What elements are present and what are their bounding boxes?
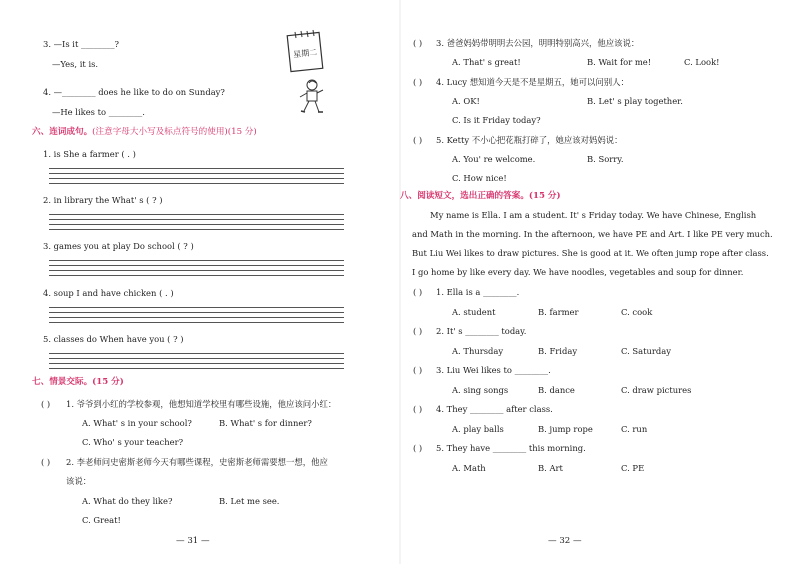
- dialog-q2-option-a: A. What do they like?: [82, 496, 173, 506]
- reorder-q5: 5. classes do When have you ( ? ): [43, 334, 184, 344]
- passage-line: and Math in the morning. In the afternoon, we have PE and Art. I like PE very much.: [412, 229, 773, 239]
- writing-line: [49, 368, 344, 369]
- writing-line: [49, 178, 344, 179]
- reading-q2: 2. It' s ________ today.: [436, 326, 527, 336]
- writing-line: [49, 322, 344, 323]
- writing-line: [49, 260, 344, 261]
- answer-paren[interactable]: ( ): [413, 287, 423, 297]
- dialog-q3-option-c: C. Look!: [684, 57, 720, 67]
- writing-line: [49, 214, 344, 215]
- answer-paren[interactable]: ( ): [413, 38, 423, 48]
- writing-line: [49, 168, 344, 169]
- dialog-q1-option-c: C. Who' s your teacher?: [82, 437, 184, 447]
- writing-line: [49, 270, 344, 271]
- q4-line2: —He likes to ________.: [52, 107, 145, 117]
- reading-q5: 5. They have ________ this morning.: [436, 443, 586, 453]
- dialog-q2-option-b: B. Let me see.: [219, 496, 280, 506]
- dialog-q5-option-b: B. Sorry.: [587, 154, 624, 164]
- writing-line: [49, 183, 344, 184]
- answer-paren[interactable]: ( ): [41, 399, 51, 409]
- dialog-q5-option-c: C. How nice!: [452, 173, 507, 183]
- writing-line: [49, 312, 344, 313]
- reading-q3-option-b: B. dance: [538, 385, 575, 395]
- passage-line: But Liu Wei likes to draw pictures. She is good at it. We often jump rope after class.: [412, 248, 769, 258]
- reading-q3-option-a: A. sing songs: [452, 385, 509, 395]
- dialog-q3-option-b: B. Wait for me!: [587, 57, 652, 67]
- calendar-icon: [285, 28, 325, 74]
- writing-line: [49, 353, 344, 354]
- dialog-q5-option-a: A. You' re welcome.: [452, 154, 536, 164]
- reorder-q3: 3. games you at play Do school ( ? ): [43, 241, 194, 251]
- reorder-q2: 2. in library the What' s ( ? ): [43, 195, 163, 205]
- page-number: — 32 —: [548, 536, 582, 546]
- page-number: — 31 —: [176, 536, 210, 546]
- passage-line: I go home by like every day. We have noodles, vegetables and soup for dinner.: [412, 267, 744, 277]
- reading-q1-option-b: B. farmer: [538, 307, 579, 317]
- right-page: [400, 0, 800, 564]
- calendar-label: 星期二: [292, 47, 318, 60]
- dialog-q1-option-a: A. What' s in your school?: [82, 418, 192, 428]
- dialog-q1-option-b: B. What' s for dinner?: [219, 418, 312, 428]
- answer-paren[interactable]: ( ): [413, 404, 423, 414]
- reading-q3-option-c: C. draw pictures: [621, 385, 692, 395]
- writing-line: [49, 173, 344, 174]
- writing-line: [49, 224, 344, 225]
- q4-line1: 4. —________ does he like to do on Sunday?: [43, 87, 225, 97]
- reading-q4-option-a: A. play balls: [452, 424, 504, 434]
- dialog-q4-option-b: B. Let' s play together.: [587, 96, 683, 106]
- dialog-q2-cont: 该说：: [66, 476, 92, 486]
- writing-line: [49, 317, 344, 318]
- reading-q4: 4. They ________ after class.: [436, 404, 553, 414]
- reading-q2-option-b: B. Friday: [538, 346, 578, 356]
- writing-line: [49, 229, 344, 230]
- answer-paren[interactable]: ( ): [413, 77, 423, 87]
- reading-q4-option-c: C. run: [621, 424, 648, 434]
- reading-q1: 1. Ella is a ________.: [436, 287, 520, 297]
- writing-line: [49, 219, 344, 220]
- reorder-q1: 1. is She a farmer ( . ): [43, 149, 136, 159]
- section8-title: 八、阅读短文，选出正确的答案。(15 分): [400, 191, 561, 201]
- running-child-icon: [295, 78, 325, 116]
- section6-title: 六、连词成句。: [32, 127, 93, 137]
- answer-paren[interactable]: ( ): [413, 443, 423, 453]
- answer-paren[interactable]: ( ): [413, 135, 423, 145]
- reading-q5-option-b: B. Art: [538, 463, 563, 473]
- reading-q2-option-c: C. Saturday: [621, 346, 672, 356]
- dialog-q1: 1. 爷爷到小红的学校参观，他想知道学校里有哪些设施，他应该问小红：: [66, 399, 337, 409]
- reading-q1-option-a: A. student: [452, 307, 496, 317]
- dialog-q4-option-a: A. OK!: [452, 96, 480, 106]
- dialog-q3-option-a: A. That' s great!: [452, 57, 521, 67]
- answer-paren[interactable]: ( ): [41, 457, 51, 467]
- q3-line1: 3. —Is it ________?: [43, 39, 119, 49]
- dialog-q2: 2. 李老师问史密斯老师今天有哪些课程，史密斯老师需要想一想，他应: [66, 457, 328, 467]
- dialog-q3: 3. 爸爸妈妈带明明去公园，明明特别高兴，他应该说：: [436, 38, 640, 48]
- reading-q5-option-a: A. Math: [452, 463, 486, 473]
- q3-line2: —Yes, it is.: [52, 59, 99, 69]
- reading-q1-option-c: C. cook: [621, 307, 653, 317]
- section6-note: (注意字母大小写及标点符号的使用)(15 分): [92, 127, 257, 137]
- reading-q4-option-b: B. jump rope: [538, 424, 593, 434]
- reading-q2-option-a: A. Thursday: [452, 346, 504, 356]
- dialog-q4: 4. Lucy 想知道今天是不是星期五，她可以问别人：: [436, 77, 629, 87]
- dialog-q5: 5. Ketty 不小心把花瓶打碎了，她应该对妈妈说：: [436, 135, 623, 145]
- section7-title: 七、情景交际。(15 分): [32, 377, 124, 387]
- reading-q5-option-c: C. PE: [621, 463, 645, 473]
- passage-line: My name is Ella. I am a student. It' s Friday today. We have Chinese, English: [430, 210, 757, 220]
- writing-line: [49, 363, 344, 364]
- dialog-q4-option-c: C. Is it Friday today?: [452, 115, 541, 125]
- reorder-q4: 4. soup I and have chicken ( . ): [43, 288, 174, 298]
- answer-paren[interactable]: ( ): [413, 365, 423, 375]
- writing-line: [49, 358, 344, 359]
- dialog-q2-option-c: C. Great!: [82, 515, 121, 525]
- answer-paren[interactable]: ( ): [413, 326, 423, 336]
- writing-line: [49, 307, 344, 308]
- writing-line: [49, 265, 344, 266]
- writing-line: [49, 275, 344, 276]
- section6-heading: [32, 127, 257, 138]
- reading-q3: 3. Liu Wei likes to ________.: [436, 365, 551, 375]
